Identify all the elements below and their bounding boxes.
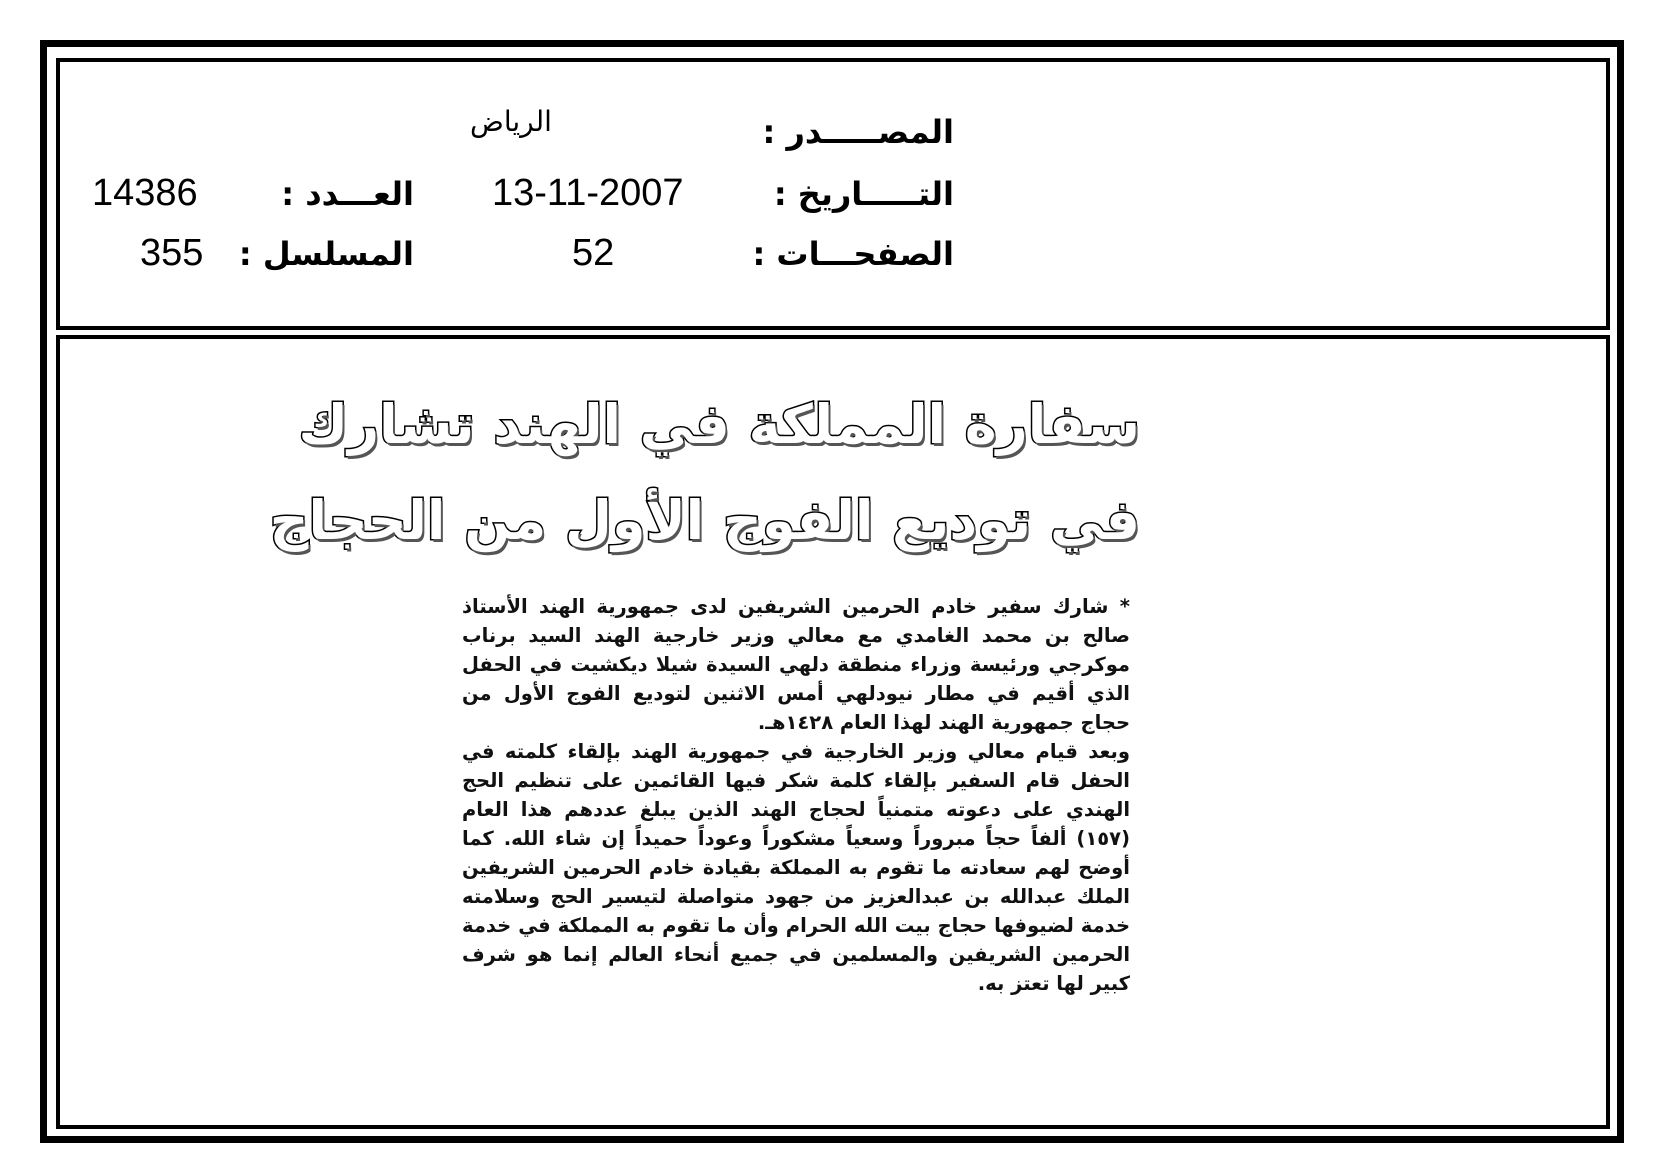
article-paragraph-1: * شارك سفير خادم الحرمين الشريفين لدى جمهورية الهند الأستاذ صالح بن محمد الغامدي مع معالي وزير خارجية الهند السيد برناب موكرجي ورئيسة وزراء منطقة دلهي السيدة شيلا ديكشيت في الحفل الذي أقيم في مطار نيودلهي أمس الاثنين لتوديع الفوج الأول من حجاج جمهورية الهند لهذا العام ١٤٢٨هـ. — [462, 595, 1130, 734]
article-paragraph-2: وبعد قيام معالي وزير الخارجية في جمهورية الهند بإلقاء كلمته في الحفل قام السفير بإلقاء كلمة شكر فيها القائمين على تنظيم الحج الهندي على دعوته متمنياً لحجاج الهند الذين يبلغ عددهم هذا العام (١٥٧) ألفاً حجاً مبروراً وسعياً مشكوراً وعوداً حميداً إن شاء الله. كما أوضح لهم سعادته ما تقوم به المملكة بقيادة خادم الحرمين الشريفين الملك عبدالله بن عبدالعزيز من جهود متواصلة لتيسير الحج وسلامته خدمة لضيوفها حجاج بيت الله الحرام وأن ما تقوم به المملكة في خدمة الحرمين الشريفين والمسلمين في جميع أنحاء العالم إنما هو شرف كبير لها تعتز به. — [462, 740, 1130, 995]
article-body — [462, 592, 1130, 998]
headline-line-1: سفارة المملكة في الهند تشارك — [298, 393, 1140, 456]
serial-label: المسلسل : — [238, 235, 414, 273]
pages-label: الصفحـــات : — [752, 235, 954, 273]
serial-value: 355 — [140, 232, 204, 274]
issue-label: العـــدد : — [281, 175, 414, 213]
source-label: المصـــــدر : — [762, 113, 954, 151]
issue-value: 14386 — [92, 172, 198, 214]
headline-line-2: في توديع الفوج الأول من الحجاج — [269, 489, 1140, 552]
date-value: 13-11-2007 — [492, 172, 684, 214]
date-label: التـــــاريخ : — [773, 175, 954, 213]
source-value: الرياض — [470, 105, 552, 138]
pages-value: 52 — [572, 232, 615, 274]
